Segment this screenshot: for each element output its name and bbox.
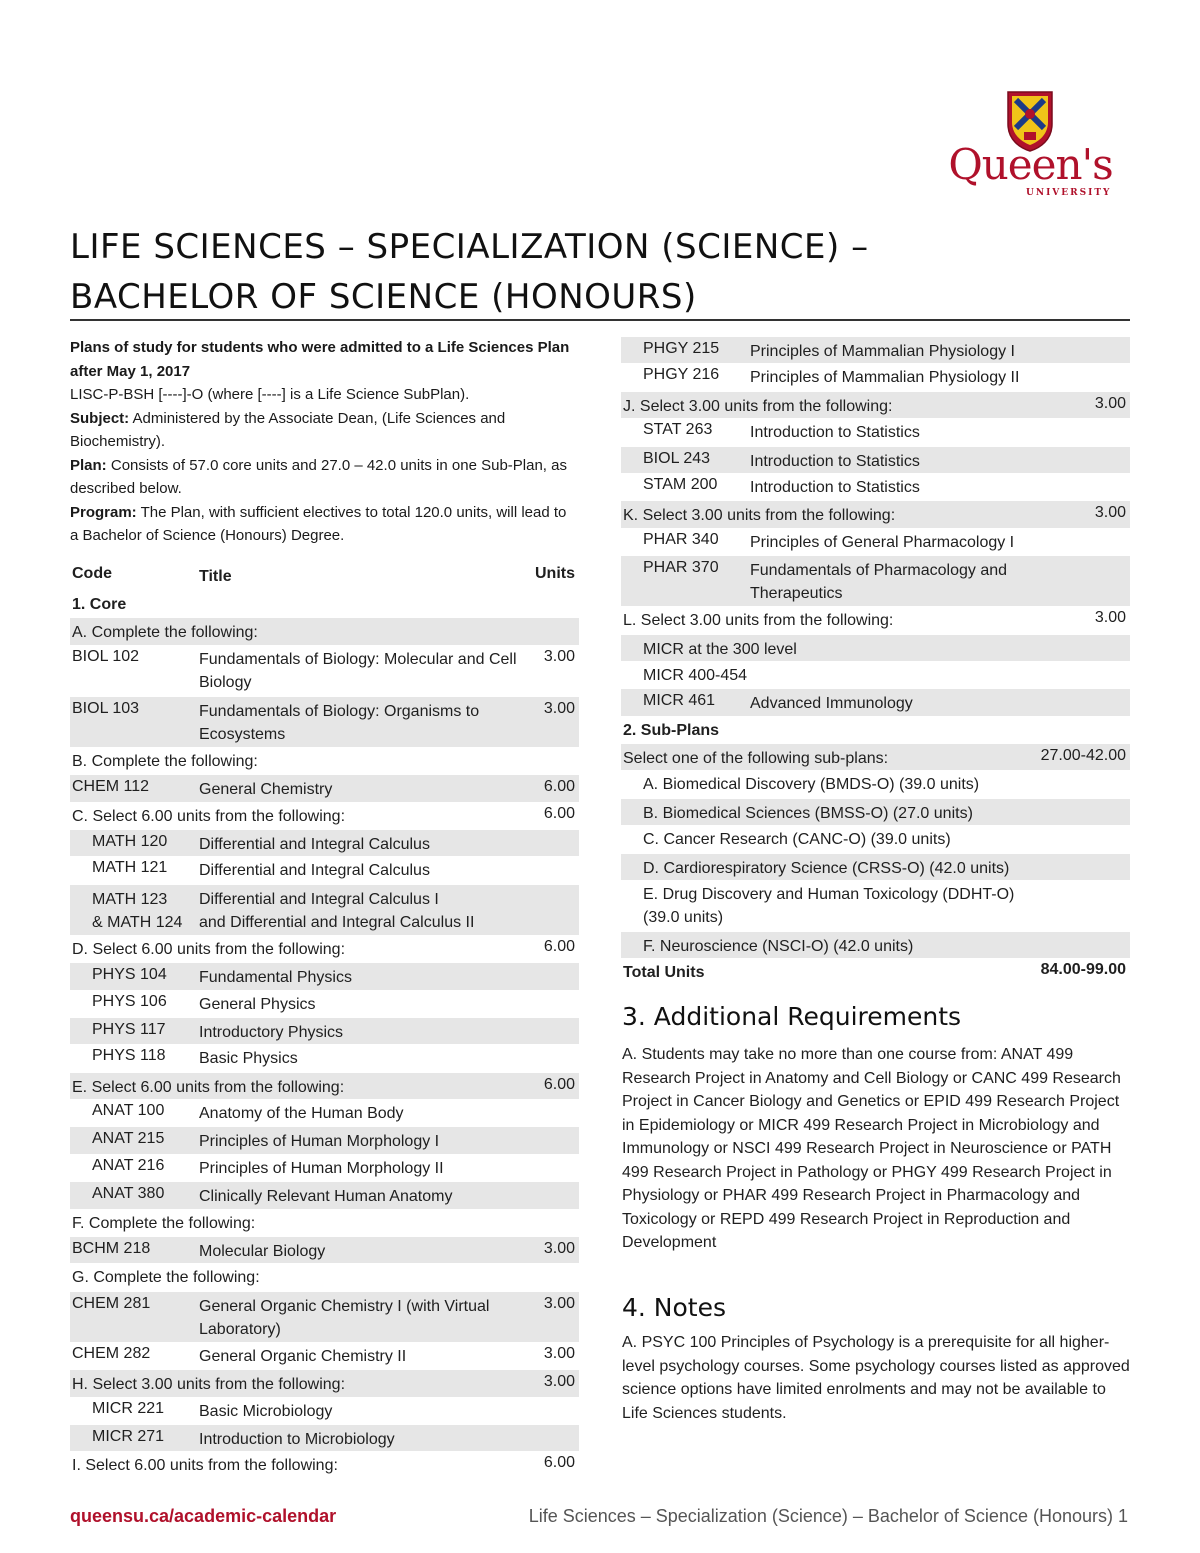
- group-instruction-row: [70, 617, 579, 644]
- additional-requirements-heading: 3. Additional Requirements: [622, 1002, 962, 1031]
- option-label: A. Biomedical Discovery (BMDS-O) (39.0 units): [643, 776, 980, 794]
- option-label-pair: [643, 883, 1014, 929]
- course-code: MICR 461: [643, 692, 716, 710]
- course-title: Differential and Integral Calculus: [199, 835, 430, 853]
- course-title: Introductory Physics: [199, 1023, 344, 1041]
- group-instruction: F. Complete the following:: [72, 1214, 256, 1232]
- intro-code-line: LISC-P-BSH [----]-O (where [----] is a Life Science SubPlan).: [70, 386, 470, 403]
- course-code: MICR 271: [92, 1427, 165, 1445]
- course-code: CHEM 282: [72, 1344, 151, 1362]
- additional-requirements-text: A. Students may take no more than one course from: ANAT 499 Research Project in Anatomy and Cell Biology or CANC 499 Research Project in Cancer Biology and Genetics or EPID 499 Research Project in Epidemiology or MICR 499 Research Project in Microbiology and Immunology or NSCI 499 Research Project in Neuroscience or PATH 499 Research Project in Pathology or PHGY 499 Research Project in Physiology or PHAR 499 Research Project in Pharmacology and Toxicology or REPD 499 Research Project in Reproduction and Development: [622, 1046, 1121, 1251]
- group-instruction: G. Complete the following:: [72, 1269, 260, 1287]
- option-course-row: [70, 1126, 579, 1153]
- title-line-1: LIFE SCIENCES – SPECIALIZATION (SCIENCE) –: [70, 227, 869, 267]
- group-instruction: C. Select 6.00 units from the following:: [72, 807, 346, 825]
- course-title-pair: [199, 888, 474, 934]
- option-label: B. Biomedical Sciences (BMSS-O) (27.0 units): [643, 804, 973, 822]
- table-header: [70, 562, 579, 590]
- group-units: 27.00-42.00: [1040, 747, 1126, 765]
- course-title: Molecular Biology: [199, 1243, 326, 1261]
- group-units: 6.00: [543, 804, 575, 822]
- option-course-row: [70, 1181, 579, 1208]
- header-code: Code: [72, 565, 112, 582]
- course-title: Principles of Human Morphology I: [199, 1133, 440, 1151]
- option-course-row: [70, 1044, 579, 1071]
- intro-block: [70, 336, 570, 548]
- course-code: BIOL 103: [72, 699, 140, 717]
- course-code: MATH 121: [92, 859, 168, 877]
- course-title-second: and Differential and Integral Calculus II: [199, 913, 475, 931]
- option-label: E. Drug Discovery and Human Toxicology (DDHT-O): [643, 886, 1015, 904]
- group-units: 6.00: [543, 1454, 575, 1472]
- plan-text: Consists of 57.0 core units and 27.0 – 42.0 units in one Sub-Plan, as described below.: [70, 456, 567, 497]
- option-row: [621, 798, 1130, 825]
- course-title: Basic Physics: [199, 1050, 298, 1068]
- group-units: 3.00: [1094, 504, 1126, 522]
- core-course-table: [70, 562, 579, 1479]
- group-units: 3.00: [1094, 609, 1126, 627]
- course-title: General Organic Chemistry II: [199, 1347, 407, 1365]
- course-code: ANAT 380: [92, 1185, 165, 1203]
- option-course-row: [70, 1099, 579, 1126]
- course-title: Fundamental Physics: [199, 969, 352, 987]
- group-units: 6.00: [543, 1075, 575, 1093]
- course-code: CHEM 112: [72, 778, 150, 796]
- core-rows: [70, 590, 579, 1479]
- option-label: F. Neuroscience (NSCI-O) (42.0 units): [643, 938, 914, 956]
- course-units: 3.00: [543, 1294, 575, 1312]
- subject-text: Administered by the Associate Dean, (Life Sciences and Biochemistry).: [70, 409, 506, 450]
- section-label: Total Units: [623, 964, 705, 982]
- option-row: [621, 634, 1130, 661]
- group-instruction-row: [70, 1369, 579, 1396]
- course-title: Principles of Mammalian Physiology II: [750, 369, 1020, 387]
- group-instruction: E. Select 6.00 units from the following:: [72, 1078, 345, 1096]
- option-course-row: [70, 1017, 579, 1044]
- group-instruction-row: [621, 606, 1130, 633]
- option-course-row: [70, 1154, 579, 1181]
- option-course-row: [621, 688, 1130, 715]
- group-instruction: J. Select 3.00 units from the following:: [623, 397, 893, 415]
- logo-subtitle: UNIVERSITY: [1026, 188, 1112, 198]
- intro-subject: [70, 407, 570, 454]
- course-title: General Organic Chemistry I (with Virtual Laboratory): [199, 1297, 490, 1338]
- course-code: ANAT 215: [92, 1130, 165, 1148]
- course-row: [70, 696, 579, 747]
- group-instruction: Select one of the following sub-plans:: [623, 750, 889, 768]
- group-instruction-row: [621, 743, 1130, 770]
- option-label: MICR at the 300 level: [643, 640, 797, 658]
- course-code: PHAR 340: [643, 530, 719, 548]
- calendar-link[interactable]: queensu.ca/academic-calendar: [70, 1506, 337, 1526]
- course-code-pair: [92, 888, 182, 934]
- group-instruction: I. Select 6.00 units from the following:: [72, 1457, 338, 1475]
- group-instruction: H. Select 3.00 units from the following:: [72, 1376, 346, 1394]
- intro-program: [70, 501, 570, 548]
- option-course-row: [70, 829, 579, 856]
- course-code: PHYS 118: [92, 1047, 166, 1065]
- course-code: ANAT 216: [92, 1156, 165, 1174]
- course-code: BIOL 243: [643, 449, 711, 467]
- group-instruction-row: [70, 802, 579, 829]
- course-units: 3.00: [543, 1344, 575, 1362]
- plan-label: Plan:: [70, 456, 107, 474]
- course-title: Clinically Relevant Human Anatomy: [199, 1188, 453, 1206]
- option-course-row: [621, 363, 1130, 390]
- course-title: Fundamentals of Biology: Organisms to Ecosystems: [199, 702, 480, 743]
- course-code: MATH 120: [92, 832, 168, 850]
- course-code: PHAR 370: [643, 559, 719, 577]
- option-row: [621, 661, 1130, 688]
- option-course-row: [70, 1397, 579, 1424]
- option-course-row: [621, 473, 1130, 500]
- course-units: 3.00: [543, 1240, 575, 1258]
- option-course-row: [70, 990, 579, 1017]
- course-code: MATH 123: [92, 890, 168, 908]
- program-text: The Plan, with sufficient electives to total 120.0 units, will lead to a Bachelor of Science (Honours) Degree.: [70, 503, 567, 544]
- subplan-rows: [621, 336, 1130, 986]
- course-code: BCHM 218: [72, 1240, 151, 1258]
- course-units: 6.00: [543, 778, 575, 796]
- course-title: General Physics: [199, 995, 316, 1013]
- course-title: Differential and Integral Calculus I: [199, 890, 439, 908]
- course-code: MICR 221: [92, 1399, 165, 1417]
- logo-wordmark: Queen's: [948, 140, 1113, 189]
- intro-heading: Plans of study for students who were admitted to a Life Sciences Plan after May 1, 2017: [70, 339, 570, 380]
- group-instruction: D. Select 6.00 units from the following:: [72, 940, 346, 958]
- group-instruction-row: [70, 1263, 579, 1290]
- course-title: Introduction to Statistics: [750, 452, 920, 470]
- group-instruction-row: [70, 1451, 579, 1478]
- course-code: PHYS 104: [92, 966, 167, 984]
- course-row: [70, 1236, 579, 1263]
- group-instruction: K. Select 3.00 units from the following:: [623, 507, 896, 525]
- option-course-row: [621, 528, 1130, 555]
- course-code: ANAT 100: [92, 1102, 165, 1120]
- course-code: CHEM 281: [72, 1294, 151, 1312]
- option-label-second: (39.0 units): [643, 909, 724, 927]
- course-title: Introduction to Microbiology: [199, 1430, 395, 1448]
- course-title: General Chemistry: [199, 781, 333, 799]
- group-instruction-row: [621, 391, 1130, 418]
- course-code: PHYS 106: [92, 992, 167, 1010]
- course-title: Principles of Mammalian Physiology I: [750, 343, 1015, 360]
- course-units: 3.00: [543, 699, 575, 717]
- course-title: Advanced Immunology: [750, 695, 913, 713]
- course-code: STAM 200: [643, 475, 718, 493]
- course-code: PHYS 117: [92, 1020, 166, 1038]
- course-row: [70, 645, 579, 696]
- section-heading-row: [70, 590, 579, 617]
- section-label: 1. Core: [72, 596, 127, 613]
- course-title: Basic Microbiology: [199, 1402, 333, 1420]
- option-label: MICR 400-454: [643, 666, 748, 684]
- option-label: D. Cardiorespiratory Science (CRSS-O) (42.0 units): [643, 859, 1010, 877]
- course-code-second: & MATH 124: [92, 913, 183, 931]
- option-course-row: [621, 418, 1130, 445]
- intro-plan: [70, 454, 570, 501]
- course-row: [70, 1291, 579, 1342]
- course-title: Differential and Integral Calculus: [199, 862, 430, 880]
- subplan-course-table: [621, 336, 1130, 986]
- course-title: Anatomy of the Human Body: [199, 1105, 404, 1123]
- course-code: PHGY 216: [643, 366, 720, 384]
- group-instruction: B. Complete the following:: [72, 752, 258, 770]
- section-heading-row: [621, 716, 1130, 743]
- footer-page-label: Life Sciences – Specialization (Science) – Bachelor of Science (Honours) 1: [528, 1506, 1128, 1526]
- option-label: C. Cancer Research (CANC-O) (39.0 units): [643, 831, 951, 849]
- title-line-2: BACHELOR OF SCIENCE (HONOURS): [70, 277, 697, 317]
- group-instruction-row: [621, 500, 1130, 527]
- queens-logo[interactable]: [948, 90, 1113, 205]
- header-units: Units: [535, 565, 575, 582]
- course-code: BIOL 102: [72, 647, 140, 665]
- option-course-row: [70, 856, 579, 883]
- option-course-row: [70, 962, 579, 989]
- course-units: 3.00: [543, 647, 575, 665]
- notes-text: A. PSYC 100 Principles of Psychology is a prerequisite for all higher-level psychology courses. Some psychology courses listed as approved science options have limited enrolments and may not be available to Life Sciences students.: [622, 1334, 1130, 1422]
- option-course-row: [621, 446, 1130, 473]
- option-course-row: [621, 555, 1130, 606]
- group-instruction-row: [70, 1072, 579, 1099]
- course-title: Principles of Human Morphology II: [199, 1159, 444, 1177]
- course-row: [70, 1342, 579, 1369]
- title-divider: [70, 319, 1130, 321]
- option-course-row: [621, 336, 1130, 363]
- notes-heading: 4. Notes: [622, 1293, 727, 1322]
- course-title: Principles of General Pharmacology I: [750, 533, 1015, 551]
- course-title: Fundamentals of Pharmacology and Therapeutics: [750, 562, 1008, 603]
- group-units: 3.00: [1094, 394, 1126, 412]
- group-units: 3.00: [543, 1373, 575, 1391]
- option-course-row: [70, 1424, 579, 1451]
- course-title: Introduction to Statistics: [750, 478, 920, 496]
- option-row: [621, 770, 1130, 797]
- group-units: 6.00: [543, 937, 575, 955]
- group-instruction: L. Select 3.00 units from the following:: [623, 612, 894, 630]
- total-units-row: [621, 958, 1130, 985]
- page-title: [70, 222, 1130, 322]
- section-units: 84.00-99.00: [1040, 961, 1126, 979]
- header-title: Title: [199, 568, 232, 585]
- option-row: [621, 931, 1130, 958]
- group-instruction-row: [70, 747, 579, 774]
- group-instruction-row: [70, 935, 579, 962]
- section-label: 2. Sub-Plans: [623, 721, 720, 739]
- group-instruction-row: [70, 1209, 579, 1236]
- course-title: Fundamentals of Biology: Molecular and Cell Biology: [199, 650, 517, 691]
- course-code: STAT 263: [643, 421, 713, 439]
- subject-label: Subject:: [70, 409, 130, 427]
- program-label: Program:: [70, 503, 137, 521]
- option-course-row: [70, 884, 579, 935]
- option-row: [621, 880, 1130, 931]
- course-code: PHGY 215: [643, 340, 720, 357]
- option-row: [621, 825, 1130, 852]
- option-row: [621, 853, 1130, 880]
- course-title: Introduction to Statistics: [750, 424, 920, 442]
- group-instruction: A. Complete the following:: [72, 624, 258, 642]
- course-row: [70, 774, 579, 801]
